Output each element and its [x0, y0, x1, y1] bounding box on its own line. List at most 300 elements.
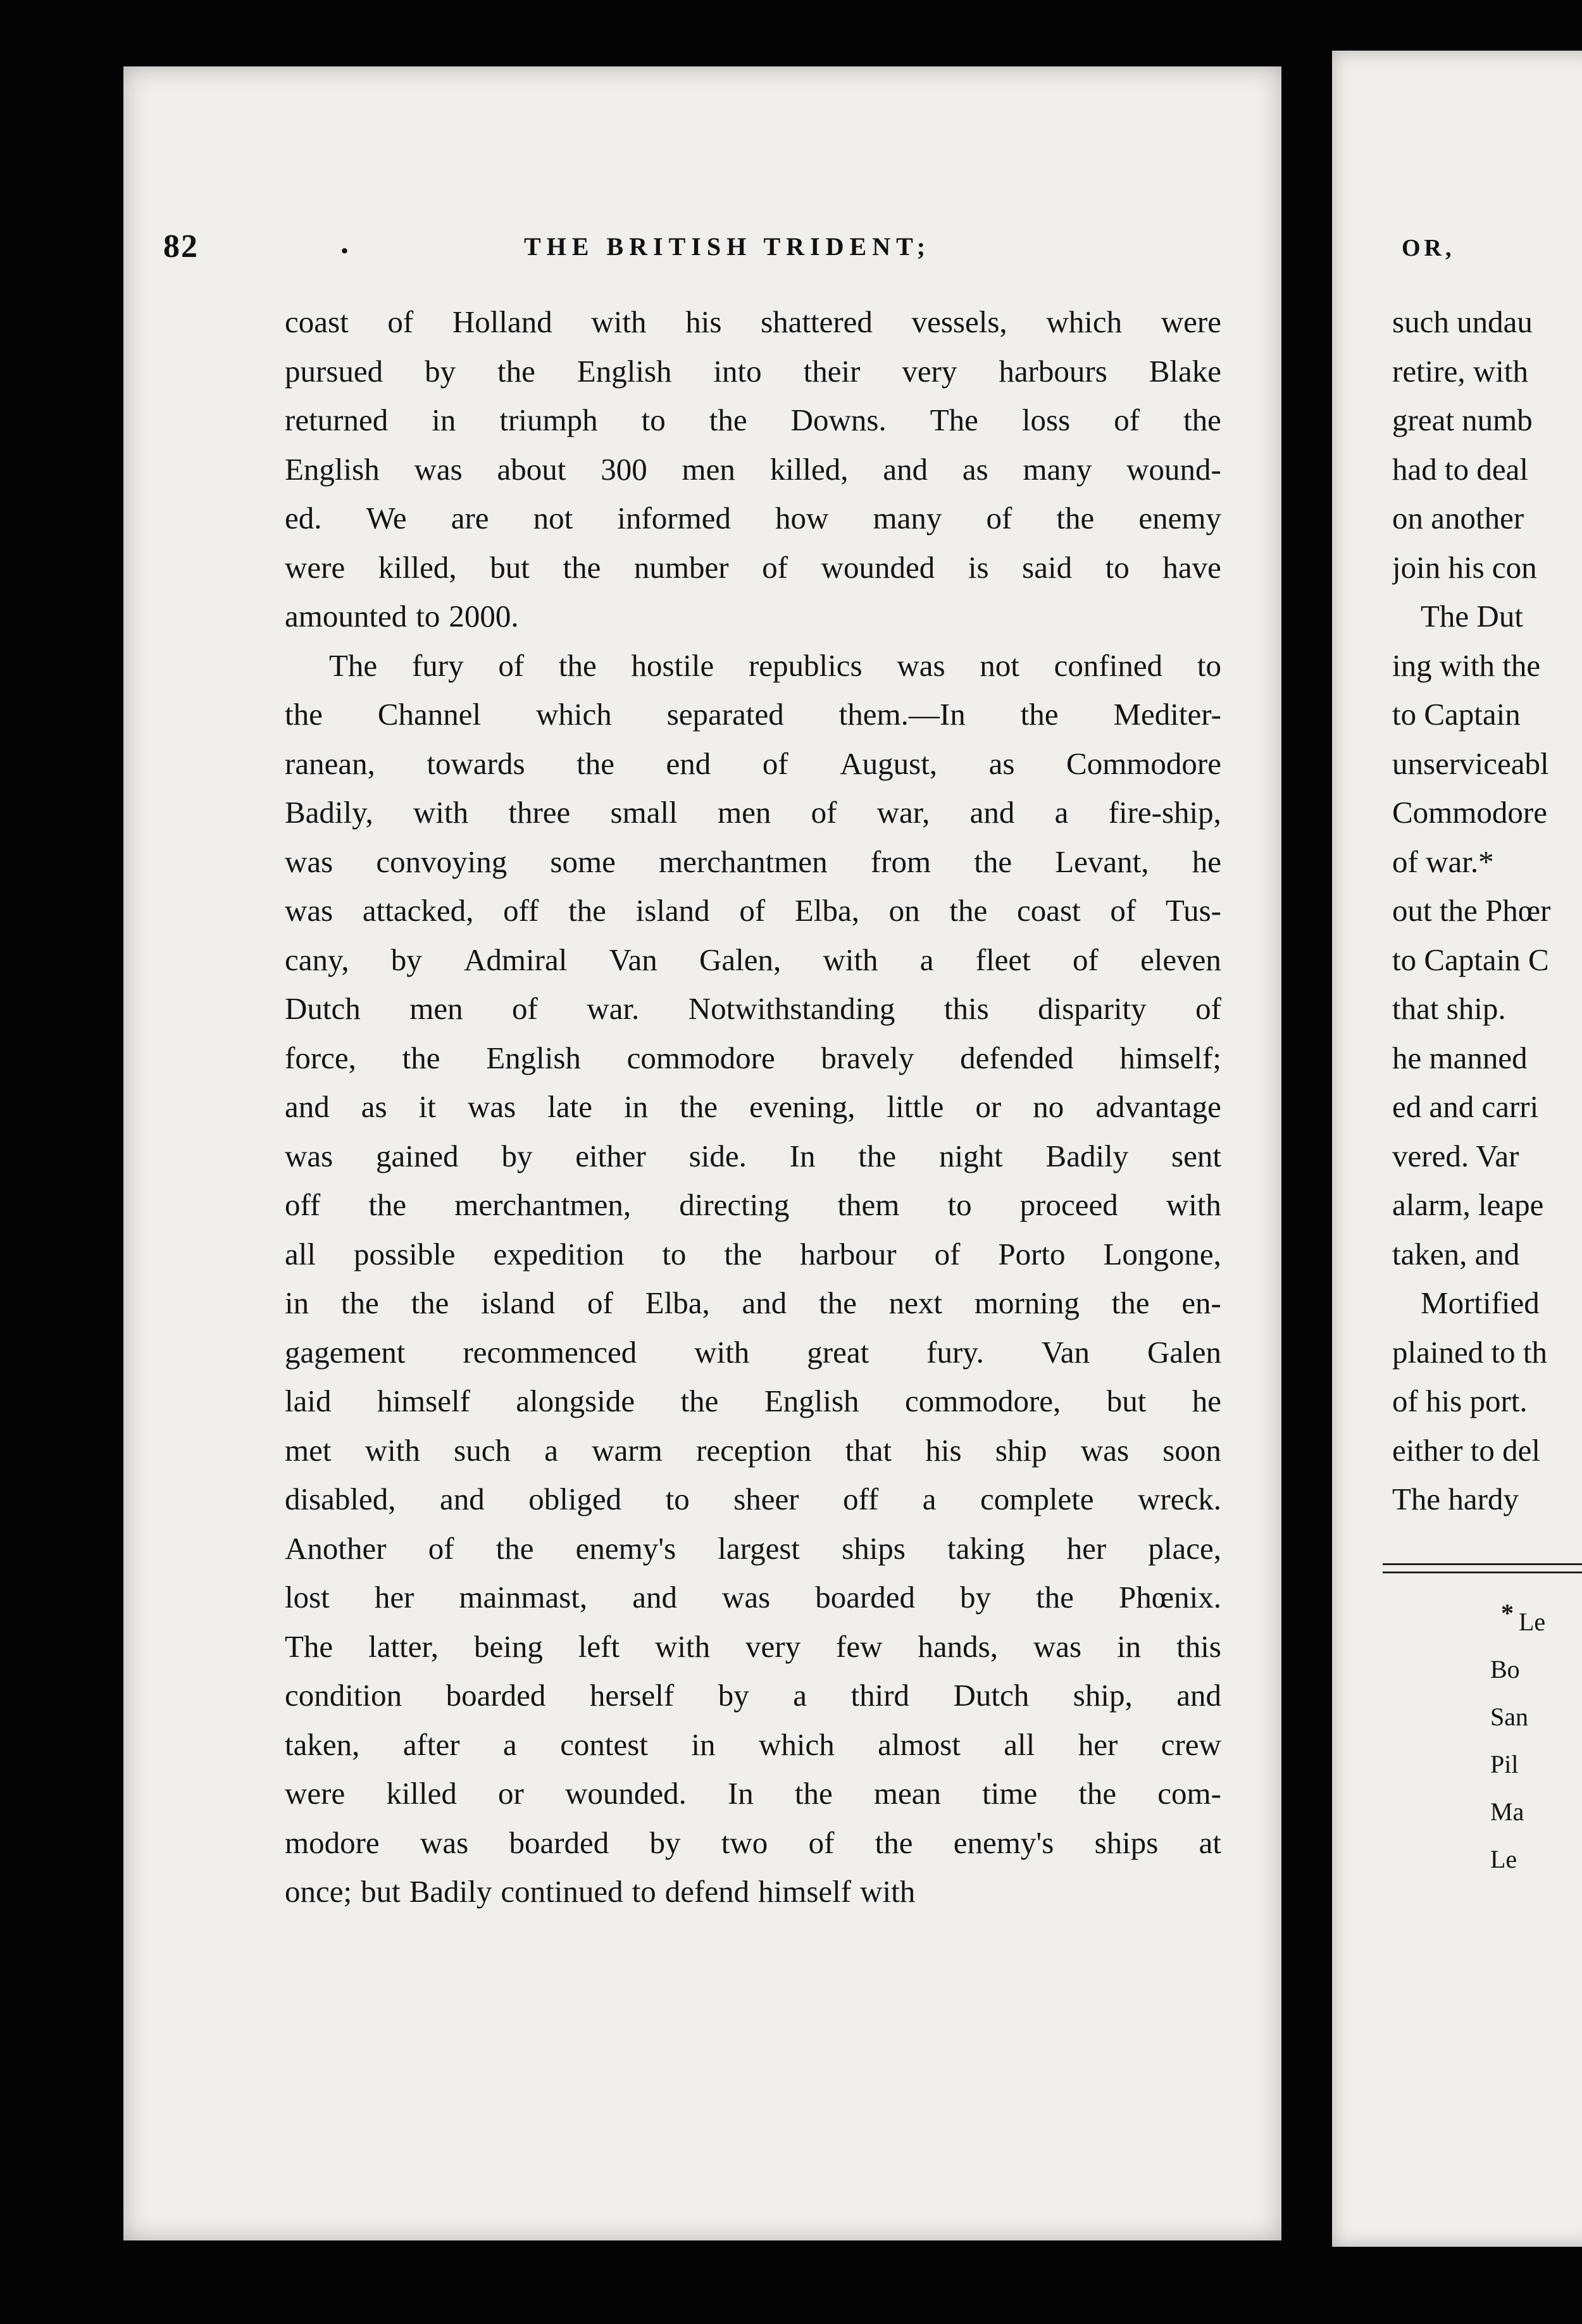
word: a	[503, 1727, 517, 1762]
word: and	[883, 451, 928, 487]
word: In	[789, 1138, 816, 1173]
text-line: unserviceabl	[1392, 746, 1549, 781]
word: of	[428, 1530, 454, 1566]
word: many	[1023, 451, 1092, 487]
word: her	[1078, 1727, 1118, 1762]
word: the	[1111, 1285, 1150, 1320]
word: We	[366, 501, 407, 535]
word: English	[576, 353, 672, 389]
word: taken,	[285, 1727, 360, 1762]
text-line: join his con	[1392, 549, 1537, 585]
word: off	[843, 1482, 879, 1516]
word: the	[285, 697, 323, 732]
footnote-line: Ma	[1490, 1797, 1524, 1826]
word: hands,	[918, 1628, 998, 1664]
word: have	[1162, 549, 1221, 585]
text-line: that ship.	[1392, 991, 1506, 1026]
word: 2000.	[449, 599, 519, 634]
text-line	[285, 1573, 1221, 1622]
word: few	[836, 1628, 883, 1664]
word: The	[930, 403, 978, 437]
word: the	[563, 549, 601, 585]
footnote-rule	[1383, 1563, 1582, 1573]
word: with	[694, 1334, 750, 1370]
word: left	[578, 1628, 620, 1664]
word: end	[666, 746, 711, 781]
text-line	[285, 445, 1221, 494]
word: largest	[718, 1530, 800, 1566]
word: of	[1195, 991, 1221, 1026]
word: great	[807, 1334, 869, 1370]
word: Holland	[452, 304, 552, 339]
word: a	[544, 1432, 558, 1468]
word: were	[285, 549, 346, 585]
word: boarded	[509, 1825, 609, 1860]
word: contest	[560, 1727, 648, 1762]
text-line: either to del	[1392, 1432, 1541, 1468]
word: but	[1106, 1384, 1147, 1418]
word: ship	[995, 1432, 1047, 1468]
word: merchantmen,	[454, 1187, 632, 1222]
word: ranean,	[285, 746, 375, 781]
footnote-line: Pil	[1490, 1750, 1519, 1778]
word: almost	[878, 1727, 961, 1762]
word: to	[416, 599, 440, 634]
footnote-line: Le	[1490, 1845, 1517, 1873]
word: the	[576, 746, 614, 781]
text-line	[285, 1867, 1221, 1916]
word: that	[845, 1432, 892, 1468]
word: enemy's	[953, 1825, 1054, 1860]
word: Blake	[1149, 353, 1221, 389]
word: with	[591, 304, 647, 339]
text-line: such undau	[1392, 304, 1533, 339]
word: as	[962, 451, 988, 487]
text-line: alarm, leape	[1392, 1187, 1544, 1222]
word: Van	[609, 942, 657, 977]
word: their	[803, 353, 861, 389]
text-line	[285, 886, 1221, 935]
word: shattered	[761, 304, 873, 339]
word: soon	[1162, 1432, 1221, 1468]
word: at	[1199, 1825, 1221, 1860]
word: possible	[353, 1236, 456, 1271]
word: of	[387, 304, 414, 339]
word: towards	[427, 746, 525, 781]
word: evening,	[749, 1089, 856, 1124]
text-line	[285, 1034, 1221, 1083]
word: the	[497, 353, 535, 389]
word: enemy	[1138, 501, 1221, 535]
text-line: had to deal	[1392, 451, 1528, 487]
word: is	[968, 549, 989, 585]
word: harbours	[999, 353, 1107, 389]
word: such	[454, 1432, 511, 1468]
word: Levant,	[1055, 844, 1149, 879]
word: of	[1114, 403, 1140, 437]
word: the	[495, 1530, 534, 1566]
word: the	[558, 647, 597, 683]
word: harbour	[800, 1236, 897, 1271]
word: warm	[592, 1432, 663, 1468]
text-line: vered. Var	[1392, 1138, 1519, 1173]
word: was	[721, 1580, 771, 1615]
word: and	[285, 1089, 330, 1124]
word: to	[1197, 647, 1221, 683]
text-line: ing with the	[1392, 647, 1541, 683]
word: enemy's	[575, 1530, 676, 1566]
word: off	[503, 893, 539, 928]
word: of	[811, 795, 837, 830]
word: bravely	[821, 1040, 914, 1075]
footnote-marker: *	[1501, 1599, 1514, 1627]
word: of	[1110, 893, 1137, 928]
word: how	[775, 501, 829, 535]
text-line	[285, 494, 1221, 543]
word: to	[632, 1874, 656, 1909]
text-line	[285, 1720, 1221, 1770]
word: late	[547, 1089, 592, 1124]
text-line	[285, 1230, 1221, 1279]
word: Phœnix.	[1118, 1580, 1221, 1615]
word: of	[762, 746, 788, 781]
word: loss	[1021, 403, 1071, 437]
word: the	[368, 1187, 407, 1222]
word: the	[819, 1285, 857, 1320]
word: was	[420, 1825, 469, 1860]
word: it	[418, 1089, 436, 1124]
word: to	[947, 1187, 972, 1222]
word: the	[1078, 1776, 1117, 1811]
word: in	[1117, 1628, 1142, 1664]
word: all	[1004, 1727, 1035, 1762]
word: ships	[1094, 1825, 1159, 1860]
word: informed	[617, 501, 731, 535]
word: a	[919, 942, 934, 977]
word: as	[988, 746, 1015, 781]
word: with	[823, 942, 878, 977]
word: sent	[1171, 1138, 1221, 1173]
word: the	[875, 1825, 913, 1860]
word: his	[925, 1432, 962, 1468]
word: her	[374, 1580, 414, 1615]
running-head-left	[163, 225, 1207, 278]
word: fury	[411, 647, 464, 683]
word: morning	[974, 1285, 1080, 1320]
word: small	[610, 795, 678, 830]
word: In	[727, 1776, 754, 1811]
word: killed,	[769, 451, 849, 487]
word: separated	[666, 697, 784, 732]
word: defended	[960, 1040, 1074, 1075]
word: the	[680, 1384, 719, 1418]
text-line	[285, 1082, 1221, 1132]
word: the	[1183, 403, 1221, 437]
footnote-line: Bo	[1490, 1655, 1520, 1684]
text-line	[285, 641, 1221, 690]
word: to	[1105, 549, 1130, 585]
text-line	[285, 1769, 1221, 1818]
word: Another	[285, 1530, 387, 1566]
word: commodore,	[904, 1384, 1061, 1418]
word: gagement	[285, 1334, 406, 1370]
text-line	[285, 543, 1221, 592]
word: hostile	[631, 647, 714, 683]
word: Notwithstanding	[688, 991, 895, 1026]
page-number: 82	[163, 228, 199, 265]
word: number	[633, 549, 729, 585]
word: his	[685, 304, 722, 339]
word: mainmast,	[459, 1580, 588, 1615]
word: English	[486, 1040, 581, 1075]
word: by	[718, 1678, 749, 1713]
word: ships	[842, 1530, 906, 1566]
footnote-line: Le	[1519, 1608, 1546, 1636]
word: defend	[664, 1874, 750, 1909]
word: cany,	[285, 942, 349, 977]
word: vessels,	[911, 304, 1007, 339]
left-body-text	[285, 297, 1221, 1916]
word: in	[285, 1285, 309, 1320]
word: said	[1022, 549, 1073, 585]
text-line: Commodore	[1392, 795, 1547, 830]
running-head-dash: .	[340, 225, 349, 261]
word: as	[361, 1089, 387, 1124]
word: a	[793, 1678, 807, 1713]
word: himself	[758, 1874, 852, 1909]
word: from	[870, 844, 931, 879]
word: and	[440, 1482, 485, 1516]
word: en-	[1181, 1285, 1221, 1320]
text-line	[285, 1328, 1221, 1377]
word: either	[575, 1138, 646, 1173]
word: or	[498, 1776, 524, 1811]
word: but	[361, 1874, 401, 1909]
word: the	[794, 1776, 833, 1811]
text-line: to Captain C	[1392, 942, 1549, 977]
word: crew	[1161, 1727, 1221, 1762]
word: about	[497, 451, 566, 487]
word: three	[508, 795, 571, 830]
word: with	[364, 1432, 420, 1468]
word: laid	[285, 1384, 332, 1418]
word: Admiral	[464, 942, 568, 977]
word: with	[655, 1628, 711, 1664]
word: of	[986, 501, 1012, 535]
word: confined	[1054, 647, 1163, 683]
text-line	[285, 837, 1221, 887]
text-line	[285, 1132, 1221, 1181]
word: which	[1046, 304, 1123, 339]
word: condition	[285, 1678, 402, 1713]
word: boarded	[445, 1678, 546, 1713]
word: of	[498, 647, 525, 683]
word: the	[680, 1089, 718, 1124]
word: English	[764, 1384, 859, 1418]
right-body-text	[1392, 297, 1582, 1524]
word: all	[285, 1236, 316, 1271]
word: commodore	[626, 1040, 775, 1075]
text-line	[285, 297, 1221, 347]
word: recommenced	[463, 1334, 637, 1370]
word: night	[938, 1138, 1003, 1173]
word: and	[1176, 1678, 1221, 1713]
word: boarded	[815, 1580, 916, 1615]
word: The	[285, 1628, 333, 1664]
text-line: ed and carri	[1392, 1089, 1539, 1124]
word: lost	[285, 1580, 330, 1615]
word: not	[980, 647, 1019, 683]
word: men	[409, 991, 463, 1026]
text-line	[285, 347, 1221, 396]
word: island	[481, 1285, 556, 1320]
word: fire-ship,	[1108, 795, 1221, 830]
word: two	[721, 1825, 768, 1860]
word: fleet	[975, 942, 1031, 977]
text-line: The hardy	[1392, 1482, 1519, 1516]
word: coast	[1016, 893, 1081, 928]
word: himself	[377, 1384, 470, 1418]
word: mean	[873, 1776, 941, 1811]
word: in	[624, 1089, 649, 1124]
word: Galen,	[699, 942, 782, 977]
text-line	[285, 1377, 1221, 1426]
text-line	[285, 739, 1221, 789]
word: side.	[688, 1138, 747, 1173]
word: convoying	[376, 844, 508, 879]
word: Mediter-	[1113, 697, 1221, 732]
word: Van	[1041, 1334, 1090, 1370]
word: but	[490, 549, 530, 585]
word: the	[411, 1285, 449, 1320]
word: Longone,	[1103, 1236, 1221, 1271]
word: men	[682, 451, 735, 487]
word: some	[550, 844, 616, 879]
word: sheer	[733, 1482, 799, 1516]
word: third	[850, 1678, 910, 1713]
right-footnotes	[1490, 1598, 1582, 1883]
word: the	[568, 893, 606, 928]
word: wounded.	[564, 1776, 687, 1811]
word: Dutch	[285, 991, 361, 1026]
word: August,	[840, 746, 938, 781]
word: com-	[1157, 1776, 1221, 1811]
word: very	[745, 1628, 801, 1664]
word: a	[922, 1482, 937, 1516]
word: by	[960, 1580, 992, 1615]
word: of	[762, 549, 788, 585]
word: 300	[601, 451, 647, 487]
word: next	[888, 1285, 943, 1320]
word: proceed	[1019, 1187, 1118, 1222]
word: no	[1033, 1089, 1064, 1124]
word: Badily,	[285, 795, 373, 830]
text-line	[285, 1671, 1221, 1720]
word: Tus-	[1165, 893, 1221, 928]
word: of	[512, 991, 538, 1026]
text-line: out the Phœr	[1392, 893, 1551, 928]
word: was	[414, 451, 463, 487]
word: was	[467, 1089, 516, 1124]
text-line	[285, 984, 1221, 1034]
text-line	[285, 1818, 1221, 1868]
word: the	[974, 844, 1012, 879]
text-line	[285, 1475, 1221, 1524]
word: wounded	[821, 549, 935, 585]
word: merchantmen	[659, 844, 828, 879]
word: into	[713, 353, 762, 389]
word: republics	[748, 647, 863, 683]
text-line: The Dut	[1421, 599, 1523, 634]
word: to	[641, 403, 666, 437]
text-line: to Captain	[1392, 697, 1521, 732]
word: disparity	[1038, 991, 1147, 1026]
word: which	[758, 1727, 835, 1762]
word: to	[665, 1482, 690, 1516]
word: on	[888, 893, 920, 928]
text-line	[285, 935, 1221, 985]
word: The	[329, 647, 378, 683]
running-head-title: THE BRITISH TRIDENT;	[524, 232, 931, 261]
text-line	[285, 1622, 1221, 1671]
word: in	[691, 1727, 716, 1762]
word: coast	[285, 304, 349, 339]
word: obliged	[528, 1482, 622, 1516]
word: of	[739, 893, 766, 928]
word: Badily	[409, 1874, 492, 1909]
word: the	[340, 1285, 379, 1320]
text-line: plained to th	[1392, 1334, 1547, 1370]
word: and	[969, 795, 1015, 830]
word: once;	[285, 1874, 352, 1909]
word: was	[285, 893, 333, 928]
word: ship,	[1073, 1678, 1133, 1713]
word: returned	[285, 403, 389, 437]
word: amounted	[285, 599, 408, 634]
word: reception	[696, 1432, 812, 1468]
word: little	[887, 1089, 944, 1124]
word: in	[432, 403, 456, 437]
word: wound-	[1126, 451, 1221, 487]
text-line	[285, 396, 1221, 445]
text-line	[285, 690, 1221, 739]
word: complete	[980, 1482, 1094, 1516]
word: with	[1166, 1187, 1221, 1222]
word: modore	[285, 1825, 380, 1860]
word: of	[808, 1825, 835, 1860]
word: many	[873, 501, 942, 535]
text-line	[285, 1278, 1221, 1328]
word: off	[285, 1187, 321, 1222]
word: the	[709, 403, 747, 437]
word: Elba,	[794, 893, 859, 928]
word: by	[390, 942, 422, 977]
word: war,	[876, 795, 930, 830]
word: were	[1161, 304, 1221, 339]
running-head-right: OR,	[1402, 235, 1455, 261]
word: are	[451, 501, 489, 535]
text-line: retire, with	[1392, 353, 1528, 389]
word: not	[533, 501, 573, 535]
word: alongside	[516, 1384, 635, 1418]
word: to	[662, 1236, 687, 1271]
word: Dutch	[953, 1678, 1030, 1713]
text-line	[285, 1426, 1221, 1475]
word: was	[285, 844, 333, 879]
word: herself	[589, 1678, 675, 1713]
word: Badily	[1045, 1138, 1129, 1173]
word: the	[1056, 501, 1095, 535]
